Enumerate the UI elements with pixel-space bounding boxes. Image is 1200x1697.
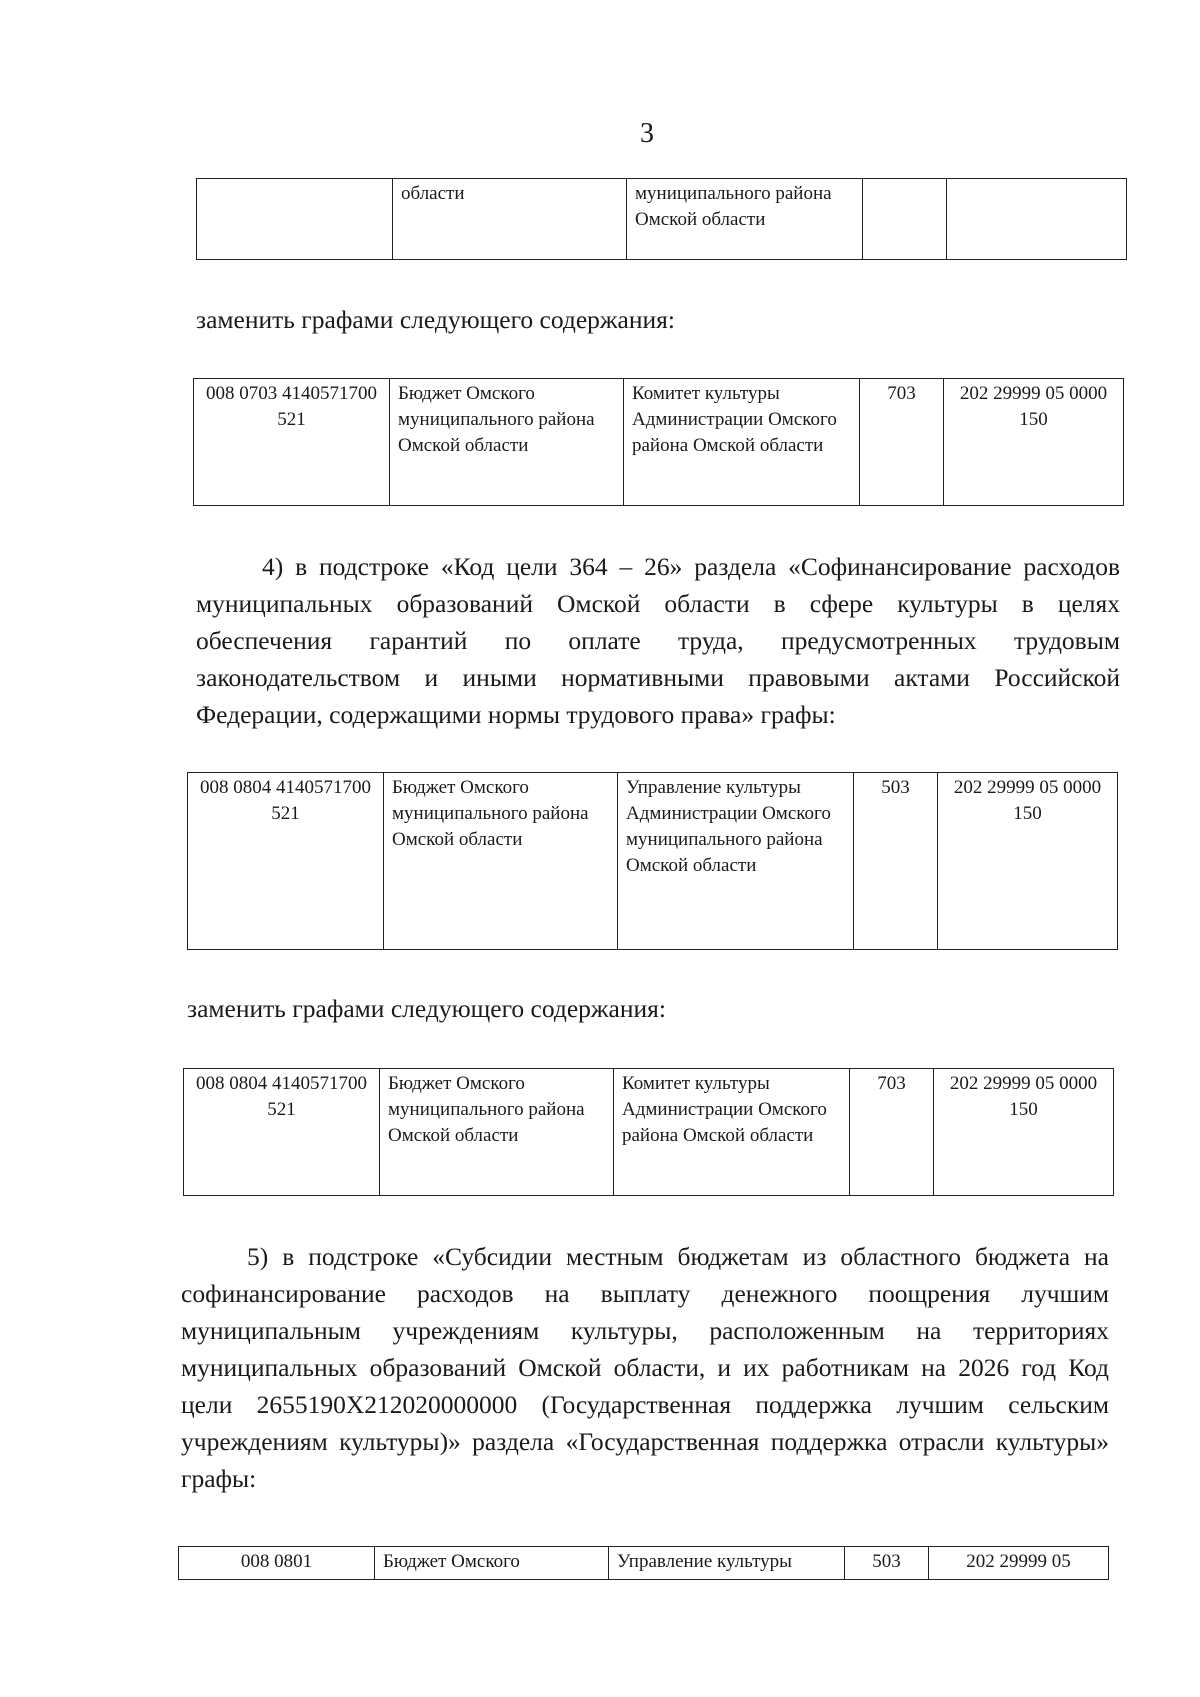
table-replacement-2 bbox=[183, 1068, 1114, 1196]
table-cell-code: 202 29999 05 bbox=[929, 1547, 1109, 1580]
paragraph-4: 4) в подстроке «Код цели 364 – 26» раздела «Софинансирование расходов муниципальных образований Омской области в сфере культуры в целях обеспечения гарантий по оплате труда, предусмотренных трудовым законодательством и иными нормативными правовыми актами Российской Федерации, содержащими нормы трудового права» графы: bbox=[196, 552, 1120, 729]
table-replacement-1 bbox=[193, 378, 1124, 506]
table-fragment-top bbox=[196, 178, 1127, 260]
table-cell-code: 202 29999 05 0000 150 bbox=[938, 773, 1118, 950]
table-cell: Бюджет Омского муниципального района Омской области bbox=[384, 773, 618, 950]
table-cell bbox=[863, 179, 947, 260]
table-cell: Комитет культуры Администрации Омского района Омской области bbox=[624, 379, 860, 506]
table-cell-code: 008 0804 4140571700 521 bbox=[188, 773, 384, 950]
table-original-2 bbox=[187, 772, 1118, 950]
table-cell-code: 202 29999 05 0000 150 bbox=[934, 1069, 1114, 1196]
paragraph-5: 5) в подстроке «Субсидии местным бюджетам из областного бюджета на софинансирование расходов на выплату денежного поощрения лучшим муниципальным учреждениям культуры, расположенным на территориях муниципальных образований Омской области, и их работникам на 2026 год Код цели 2655190X212020000000 (Государственная поддержка лучшим сельским учреждениям культуры)» раздела «Государственная поддержка отрасли культуры» графы: bbox=[181, 1242, 1109, 1493]
table-cell-code: 008 0804 4140571700 521 bbox=[184, 1069, 380, 1196]
table-row bbox=[184, 1069, 1114, 1196]
table-cell-number: 703 bbox=[860, 379, 944, 506]
table-cell bbox=[197, 179, 393, 260]
table-cell-code: 008 0703 4140571700 521 bbox=[194, 379, 390, 506]
table-cell: Бюджет Омского муниципального района Омской области bbox=[390, 379, 624, 506]
table-cell-number: 503 bbox=[845, 1547, 929, 1580]
table-cell-number: 703 bbox=[850, 1069, 934, 1196]
replace-heading: заменить графами следующего содержания: bbox=[196, 305, 675, 334]
table-cell: муниципального района Омской области bbox=[627, 179, 863, 260]
table-cell: области bbox=[393, 179, 627, 260]
replace-heading: заменить графами следующего содержания: bbox=[187, 994, 666, 1023]
table-row bbox=[179, 1547, 1109, 1580]
table-cell: Управление культуры Администрации Омского муниципального района Омской области bbox=[618, 773, 854, 950]
table-cell: Бюджет Омского bbox=[375, 1547, 609, 1580]
table-cell-code: 008 0801 bbox=[179, 1547, 375, 1580]
table-cell: Бюджет Омского муниципального района Омской области bbox=[380, 1069, 614, 1196]
table-cell-number: 503 bbox=[854, 773, 938, 950]
page-number: 3 bbox=[640, 118, 654, 149]
table-cell: Комитет культуры Администрации Омского района Омской области bbox=[614, 1069, 850, 1196]
table-row bbox=[194, 379, 1124, 506]
table-cell-code: 202 29999 05 0000 150 bbox=[944, 379, 1124, 506]
table-row bbox=[197, 179, 1127, 260]
table-row bbox=[188, 773, 1118, 950]
table-cell: Управление культуры bbox=[609, 1547, 845, 1580]
table-original-3 bbox=[178, 1546, 1109, 1580]
table-cell bbox=[947, 179, 1127, 260]
